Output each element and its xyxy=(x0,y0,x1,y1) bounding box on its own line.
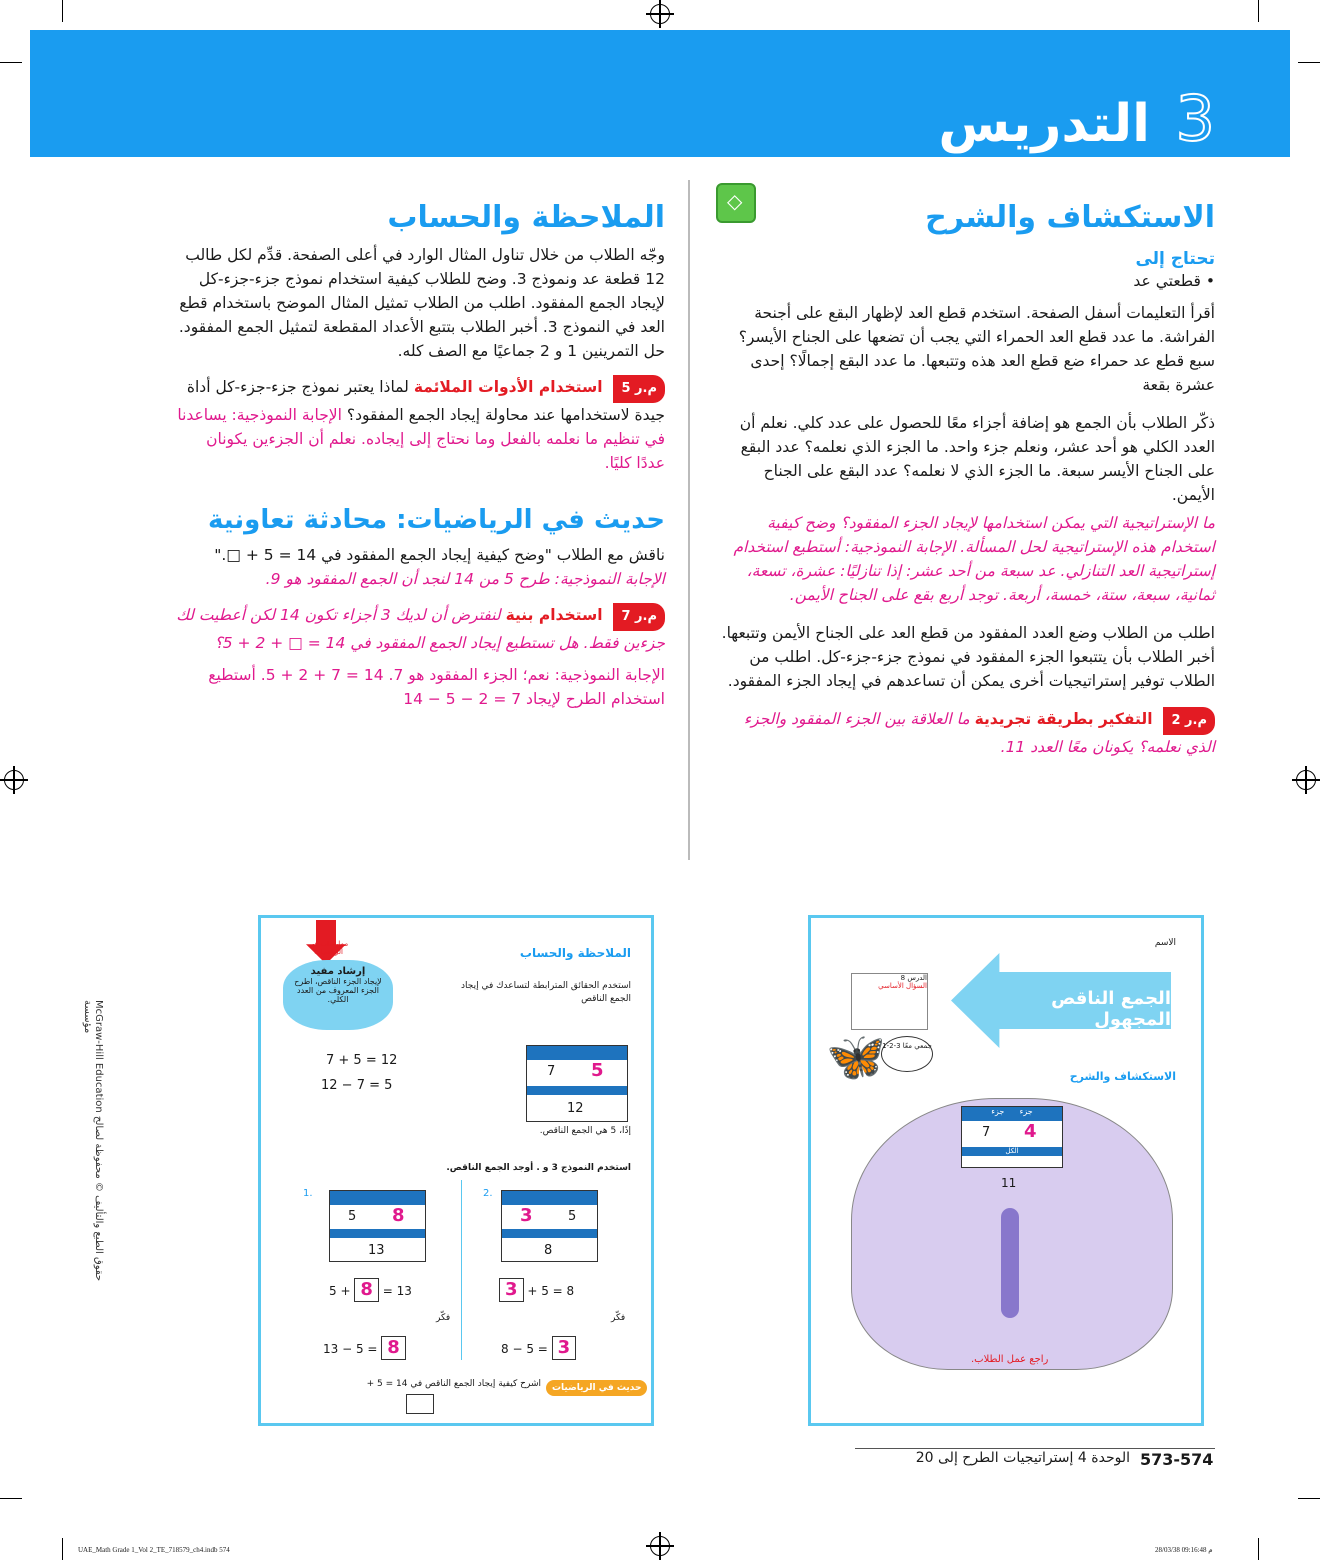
think-label: فكّر xyxy=(611,1313,626,1323)
known-part: 7 xyxy=(982,1125,991,1140)
missing-part: 8 xyxy=(392,1205,405,1226)
section-label: الملاحظة والحساب xyxy=(519,946,631,960)
paragraph-answer: ما الإستراتيجية التي يمكن استخدامها لإيجاد الجزء المفقود؟ وضح كيفية استخدام هذه الإستراتيجية لحل المسألة. الإجابة النموذجية: أستطيع استخدام إستراتيجية العد التنازلي. عد سبعة من أحد عشر: إذا تنازليًا: عشرة، تسعة، ثمانية، سبعة، ستة، خمسة، أربعة. توجد أربع بقع على الجناح الأيمن. xyxy=(733,514,1215,604)
math-practice-title: استخدام الأدوات الملائمة xyxy=(413,378,603,396)
registration-mark-icon xyxy=(4,770,24,790)
missing-part: 4 xyxy=(1024,1121,1037,1142)
example-equation: 12 − 7 = 5 xyxy=(321,1078,393,1093)
section-heading: الاستكشاف والشرح xyxy=(925,200,1215,235)
tip-cloud xyxy=(283,960,393,1030)
tip-text: لإيجاد الجزء الناقص، اطرح الجزء المعروف من العدد الكلي. xyxy=(294,977,382,1004)
name-label: الاسم xyxy=(1154,938,1176,948)
crop-mark xyxy=(0,1498,22,1499)
practice-page-thumbnail xyxy=(258,915,654,1426)
answer-box[interactable]: 3 xyxy=(499,1278,524,1302)
explore-explain-column xyxy=(720,200,1215,759)
math-practice-tag: م.ر 2 xyxy=(1163,707,1215,735)
whole-value: 8 xyxy=(544,1243,553,1258)
page-numbers: 573-574 xyxy=(1140,1450,1214,1469)
example-note: إذًا، 5 هي الجمع الناقص. xyxy=(539,1126,631,1136)
intro-text: استخدم الحقائق المترابطة لتساعدك في إيجاد الجمع الناقص xyxy=(461,981,631,1004)
butterfly-icon: 🦋 xyxy=(826,1029,886,1085)
math-practice-title: استخدام بنية xyxy=(505,606,603,624)
whole-value: 11 xyxy=(1001,1176,1017,1190)
whole-label: الكل xyxy=(962,1147,1062,1156)
student-page-thumbnail xyxy=(808,915,1204,1426)
math-practice-answer: الإجابة النموذجية: يساعدنا في تنظيم ما نعلمه بالفعل وما نحتاج إلى إيجاده. نعلم أن الجزءين يكونان عددًا كليًا. xyxy=(177,406,665,472)
math-talk-badge: حديث في الرياضيات xyxy=(546,1380,647,1396)
banner-number: 3 xyxy=(1175,82,1215,155)
math-practice-note xyxy=(720,707,1215,759)
materials-item: • قطعتي عد xyxy=(1133,272,1215,290)
tip-title: إرشاد مفيد xyxy=(310,966,366,977)
problem-number: 2. xyxy=(483,1188,493,1199)
slug-left: UAE_Math Grade 1_Vol 2_TE_718579_ch4.indb 574 xyxy=(78,1546,230,1554)
section-heading: الملاحظة والحساب xyxy=(387,200,665,235)
lesson-card xyxy=(851,973,928,1030)
answer-box[interactable]: 8 xyxy=(381,1336,406,1360)
footer-note: راجع عمل الطلاب. xyxy=(971,1354,1049,1365)
model-header: جزء جزء xyxy=(962,1107,1062,1121)
problem-model xyxy=(329,1190,426,1262)
answer-box[interactable] xyxy=(406,1394,434,1414)
materials-heading: تحتاج إلى xyxy=(1135,249,1215,269)
crop-mark xyxy=(1298,62,1320,63)
instructions: استخدم النموذج 3 و . أوجد الجمع الناقص. xyxy=(446,1163,631,1173)
registration-mark-icon xyxy=(650,1536,670,1556)
footer-line xyxy=(855,1448,1215,1449)
paragraph: ذكّر الطلاب بأن الجمع هو إضافة أجزاء معًا للحصول على عدد كلي. نعلم أن العدد الكلي هو أحد عشر، ونعلم جزء واحد. ما الجزء الذي نعلمه؟ عدد البقع على الجناح الأيسر سبعة. ما الجزء الذي لا نعلمه؟ عدد البقع على الجناح الأيمن. xyxy=(739,414,1215,504)
chapter-banner xyxy=(30,30,1290,157)
crop-mark xyxy=(1258,0,1259,22)
missing-part: 3 xyxy=(520,1205,533,1226)
math-practice-tag: م.ر 7 xyxy=(613,603,665,631)
section-heading: حديث في الرياضيات: محادثة تعاونية xyxy=(208,505,665,535)
math-practice-answer: الإجابة النموذجية: نعم؛ الجزء المفقود هو 7. 14 = 7 + 2 + 5. أستطيع استخدام الطرح لإيجاد 7 = 2 − 5 − 14 xyxy=(208,666,665,708)
example-equation: 7 + 5 = 12 xyxy=(326,1053,398,1068)
equation: 5 + 8 = 13 xyxy=(329,1279,412,1300)
known-part: 7 xyxy=(547,1064,556,1079)
crop-mark xyxy=(1258,1538,1259,1560)
paragraph-answer: الإجابة النموذجية: طرح 5 من 14 لنجد أن الجمع المفقود هو 9. xyxy=(265,570,665,588)
paragraph: اطلب من الطلاب وضع العدد المفقود من قطع العد على الجناح الأيمن وتتبعها. أخبر الطلاب بأن يتتبعوا الجزء المفقود في نموذج جزء-جزء-كل. اطلب من الطلاب توفير إستراتيجيات أخرى يمكن أن تساعدهم في إيجاد الجزء المفقود. xyxy=(721,624,1215,690)
whole-value: 13 xyxy=(368,1243,385,1258)
known-part: 5 xyxy=(568,1209,577,1224)
math-practice-tag: م.ر 5 xyxy=(613,375,665,403)
answer-box[interactable]: 3 xyxy=(552,1336,577,1360)
crop-mark xyxy=(1298,1498,1320,1499)
section-label: الاستكشاف والشرح xyxy=(1069,1070,1176,1083)
paragraph: ناقش مع الطلاب "وضح كيفية إيجاد الجمع المفقود في 14 = 5 + □." xyxy=(214,546,665,564)
known-part: 5 xyxy=(348,1209,357,1224)
butterfly-body xyxy=(1001,1208,1019,1318)
lesson-title: الجمع الناقص المجهول xyxy=(1051,988,1171,1030)
essential-question: السؤال الأساسي xyxy=(878,982,927,990)
answer-box[interactable]: 8 xyxy=(354,1278,379,1302)
lesson-number: الدرس 8 xyxy=(900,974,927,982)
part-part-whole-model xyxy=(961,1106,1063,1168)
crop-mark xyxy=(0,62,22,63)
problem-model xyxy=(501,1190,598,1262)
speech-bubble: 1-2-3 جمعي معًا xyxy=(881,1036,933,1072)
paragraph: وجّه الطلاب من خلال تناول المثال الوارد في أعلى الصفحة. قدِّم لكل طالب 12 قطعة عد ونموذج 3. وضح للطلاب كيفية استخدام نموذج جزء-جزء-كل لإيجاد الجمع المفقود. اطلب من الطلاب تمثيل المثال الموضح باستخدام قطع العد في النموذج 3. أخبر الطلاب بتتبع الأعداد المقطعة لتمثيل الجمع المفقود. حل التمرينين 1 و 2 جماعيًا مع الصف كله. xyxy=(178,246,665,360)
registration-mark-icon xyxy=(650,4,670,24)
math-talk-text: اشرح كيفية إيجاد الجمع الناقص في 14 = 5 + xyxy=(366,1379,541,1389)
column-divider xyxy=(688,180,690,860)
practice-tag: ممارسات في الرياضيات xyxy=(308,940,349,956)
observe-compute-column xyxy=(175,200,665,711)
crop-mark xyxy=(62,1538,63,1560)
equation: 3 + 5 = 8 xyxy=(499,1278,574,1302)
math-practice-title: التفكير بطريقة تجريدية xyxy=(974,710,1153,728)
whole-value: 12 xyxy=(567,1101,584,1116)
equation: 8 − 5 = 3 xyxy=(501,1336,576,1360)
math-practice-note xyxy=(175,375,665,475)
missing-part: 5 xyxy=(591,1060,604,1081)
think-label: فكّر xyxy=(436,1313,451,1323)
slug-right: 28/03/38 09:16:48 م xyxy=(1155,1546,1213,1554)
math-practice-text: ما العلاقة بين الجزء المفقود والجزء الذي نعلمه؟ يكونان معًا العدد 11. xyxy=(743,710,1215,756)
example-model xyxy=(526,1045,628,1122)
math-practice-text: لنفترض أن لديك 3 أجزاء تكون 14 لكن أعطيت لك جزءين فقط. هل تستطيع إيجاد الجمع المفقود في 14 = □ + 2 + 5؟ xyxy=(176,606,665,652)
footer-unit: الوحدة 4 إستراتيجيات الطرح إلى 20 xyxy=(915,1450,1130,1466)
paragraph: أقرأ التعليمات أسفل الصفحة. استخدم قطع العد لإظهار البقع على أجنحة الفراشة. ما عدد قطع العد الحمراء التي يجب أن تضعها على الجناح الأيسر؟ سبع قطع عد حمراء ضع قطع العد هذه وتتبعها. ما عدد البقع إجمالًا؟ إحدى عشرة بقعة xyxy=(738,304,1215,394)
math-practice-note xyxy=(175,603,665,655)
equation: 13 − 5 = 8 xyxy=(323,1336,406,1360)
crop-mark xyxy=(62,0,63,22)
publisher-vertical: McGraw-Hill Education حقوق الطبع والتأليف © محفوظة لصالح مؤسسة xyxy=(82,1000,104,1282)
math-practice-text: لماذا يعتبر نموذج جزء-جزء-كل أداة جيدة لاستخدامها عند محاولة إيجاد الجمع المفقود؟ xyxy=(186,378,665,424)
banner-title: التدريس xyxy=(938,94,1150,154)
problem-number: 1. xyxy=(303,1188,313,1199)
registration-mark-icon xyxy=(1296,770,1316,790)
